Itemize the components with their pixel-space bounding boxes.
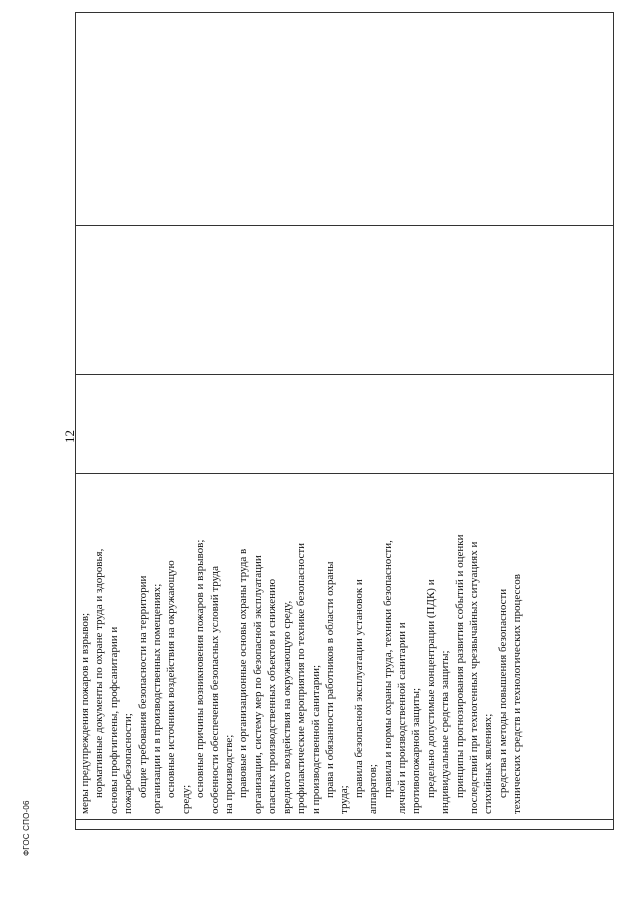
- content-line: опасных производственных объектов и снижению: [266, 578, 279, 814]
- content-line: основы профгигиены, профсанитарии и: [107, 626, 120, 814]
- content-line: организации и в производственных помещениях;: [151, 583, 164, 814]
- content-line: и производственной санитарии;: [309, 664, 322, 814]
- content-line: пожаробезопасности;: [122, 713, 135, 814]
- content-line: труда;: [338, 785, 351, 814]
- content-line: меры предупреждения пожаров и взрывов;: [79, 612, 91, 814]
- table-cell-empty: [76, 375, 614, 474]
- content-line: предельно допустимые концентрации (ПДК) и: [424, 579, 437, 798]
- rotated-table-container: [75, 18, 614, 830]
- content-line: технических средств и технологических процессов: [511, 574, 524, 814]
- content-line: правила и нормы охраны труда, техники безопасности,: [381, 540, 394, 798]
- content-line: индивидуальные средства защиты;: [439, 650, 452, 814]
- content-line: на производстве;: [223, 734, 236, 814]
- table-cell-empty: [76, 13, 614, 226]
- footer-code: ФГОС СПО-06: [22, 800, 31, 856]
- content-line: противопожарной защиты;: [410, 687, 423, 814]
- content-line: принципы прогнозирования развития событий и оценки: [453, 534, 466, 798]
- content-line: правила безопасной эксплуатации установок и: [352, 579, 365, 798]
- content-line: средства и методы повышения безопасности: [496, 588, 509, 798]
- page-number: 12: [62, 430, 77, 443]
- content-text: [76, 474, 525, 819]
- requirements-table: [75, 12, 614, 830]
- content-line: профилактические мероприятия по технике безопасности: [295, 542, 308, 814]
- content-line: основные причины возникновения пожаров и взрывов;: [194, 539, 207, 798]
- content-line: организации, систему мер по безопасной эксплуатации: [251, 555, 264, 814]
- content-line: среду;: [179, 784, 192, 814]
- table-cell-empty: [76, 226, 614, 375]
- content-line: вредного воздействия на окружающую среду,: [280, 600, 293, 814]
- content-line: правовые и организационные основы охраны труда в: [237, 548, 250, 798]
- content-line: аппаратов;: [367, 764, 380, 814]
- content-line: общие требования безопасности на территории: [136, 575, 149, 798]
- content-line: особенности обеспечения безопасных условий труда: [208, 566, 221, 814]
- table-row: [76, 13, 614, 830]
- content-line: основные источники воздействия на окружающую: [165, 560, 178, 798]
- table-cell-narrow: [76, 820, 614, 830]
- content-line: стихийных явлениях;: [482, 713, 495, 814]
- content-line: последствий при техногенных чрезвычайных ситуациях и: [467, 541, 480, 814]
- content-line: права и обязанности работников в области охраны: [323, 561, 336, 798]
- table-cell-content: [76, 474, 614, 820]
- content-line: нормативные документы по охране труда и здоровья,: [93, 548, 106, 798]
- content-line: личной и производственной санитарии и: [395, 622, 408, 814]
